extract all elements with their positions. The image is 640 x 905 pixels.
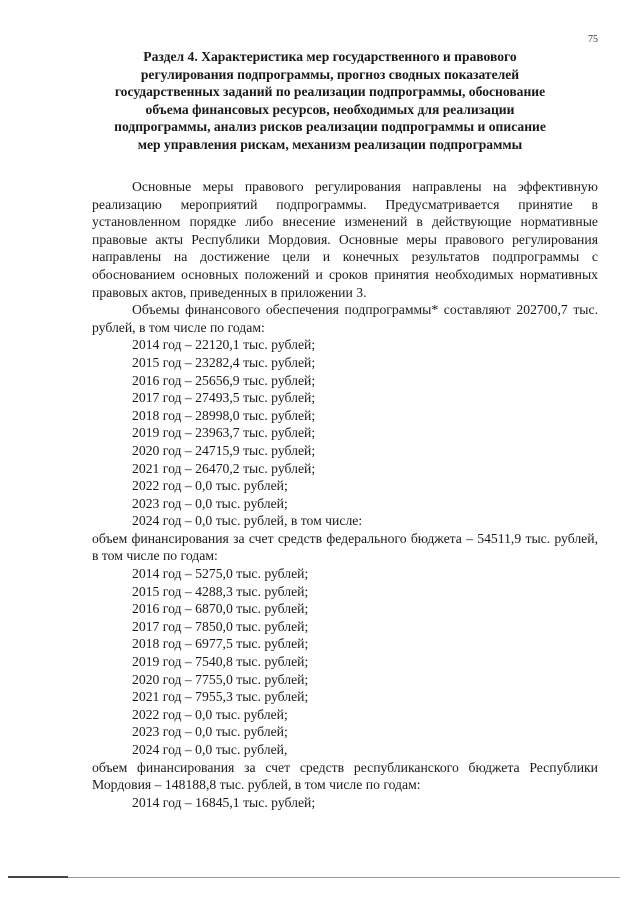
year-line: 2016 год – 6870,0 тыс. рублей; (132, 601, 309, 617)
heading-line: мер управления рискам, механизм реализации подпрограммы (137, 136, 523, 152)
footer-rule-accent (8, 876, 68, 878)
republic-financing-years (92, 794, 598, 812)
year-line: 2022 год – 0,0 тыс. рублей; (132, 478, 288, 494)
year-line: 2014 год – 5275,0 тыс. рублей; (132, 566, 309, 582)
year-line: 2020 год – 7755,0 тыс. рублей; (132, 671, 309, 687)
page-number: 75 (588, 34, 598, 45)
total-financing-intro: Объемы финансового обеспечения подпрограммы* составляют 202700,7 тыс. рублей, в том числе по годам: (92, 302, 598, 335)
republic-financing-intro: объем финансирования за счет средств республиканского бюджета Республики Мордовия – 148188,8 тыс. рублей, в том числе по годам: (92, 759, 598, 793)
footer-rule (10, 877, 620, 878)
intro-paragraph: Основные меры правового регулирования направлены на эффективную реализацию мероприятий подпрограммы. Предусматривается принятие в установленном порядке либо внесение изменений в действующие нормативные правовые акты Республики Мордовия. Основные меры правового регулирования направлены на достижение цели и конечных результатов подпрограммы с обоснованием основных положений и сроков принятия необходимых нормативных правовых актов, приведенных в приложении 3. (92, 179, 598, 300)
year-line: 2020 год – 24715,9 тыс. рублей; (132, 442, 316, 458)
year-line: 2023 год – 0,0 тыс. рублей; (132, 495, 288, 511)
year-line: 2016 год – 25656,9 тыс. рублей; (132, 372, 316, 388)
heading-line: регулирования подпрограммы, прогноз сводных показателей (140, 66, 520, 82)
total-financing-years (92, 336, 598, 530)
document-body (92, 178, 598, 811)
year-line: 2023 год – 0,0 тыс. рублей; (132, 724, 288, 740)
year-line: 2024 год – 0,0 тыс. рублей, в том числе: (132, 513, 363, 529)
year-line: 2015 год – 4288,3 тыс. рублей; (132, 583, 309, 599)
year-line: 2018 год – 28998,0 тыс. рублей; (132, 407, 316, 423)
year-line: 2024 год – 0,0 тыс. рублей, (132, 742, 288, 757)
year-line: 2014 год – 22120,1 тыс. рублей; (132, 337, 316, 353)
heading-line: подпрограммы, анализ рисков реализации подпрограммы и описание (114, 119, 546, 134)
year-line: 2019 год – 23963,7 тыс. рублей; (132, 425, 316, 441)
year-line: 2014 год – 16845,1 тыс. рублей; (132, 794, 316, 810)
year-line: 2017 год – 7850,0 тыс. рублей; (132, 618, 309, 634)
year-line: 2022 год – 0,0 тыс. рублей; (132, 706, 288, 722)
federal-financing-intro: объем финансирования за счет средств федерального бюджета – 54511,9 тыс. рублей, в том числе по годам: (92, 530, 598, 564)
year-line: 2021 год – 7955,3 тыс. рублей; (132, 689, 309, 705)
year-line: 2018 год – 6977,5 тыс. рублей; (132, 636, 309, 652)
federal-financing-years (92, 565, 598, 759)
year-line: 2019 год – 7540,8 тыс. рублей; (132, 654, 309, 670)
heading-line: Раздел 4. Характеристика мер государственного и правового (143, 49, 517, 64)
heading-line: объема финансовых ресурсов, необходимых для реализации (145, 101, 515, 117)
year-line: 2017 год – 27493,5 тыс. рублей; (132, 390, 316, 406)
section-heading (90, 48, 570, 153)
year-line: 2015 год – 23282,4 тыс. рублей; (132, 354, 316, 370)
year-line: 2021 год – 26470,2 тыс. рублей; (132, 460, 316, 476)
heading-line: государственных заданий по реализации подпрограммы, обоснование (114, 84, 546, 99)
